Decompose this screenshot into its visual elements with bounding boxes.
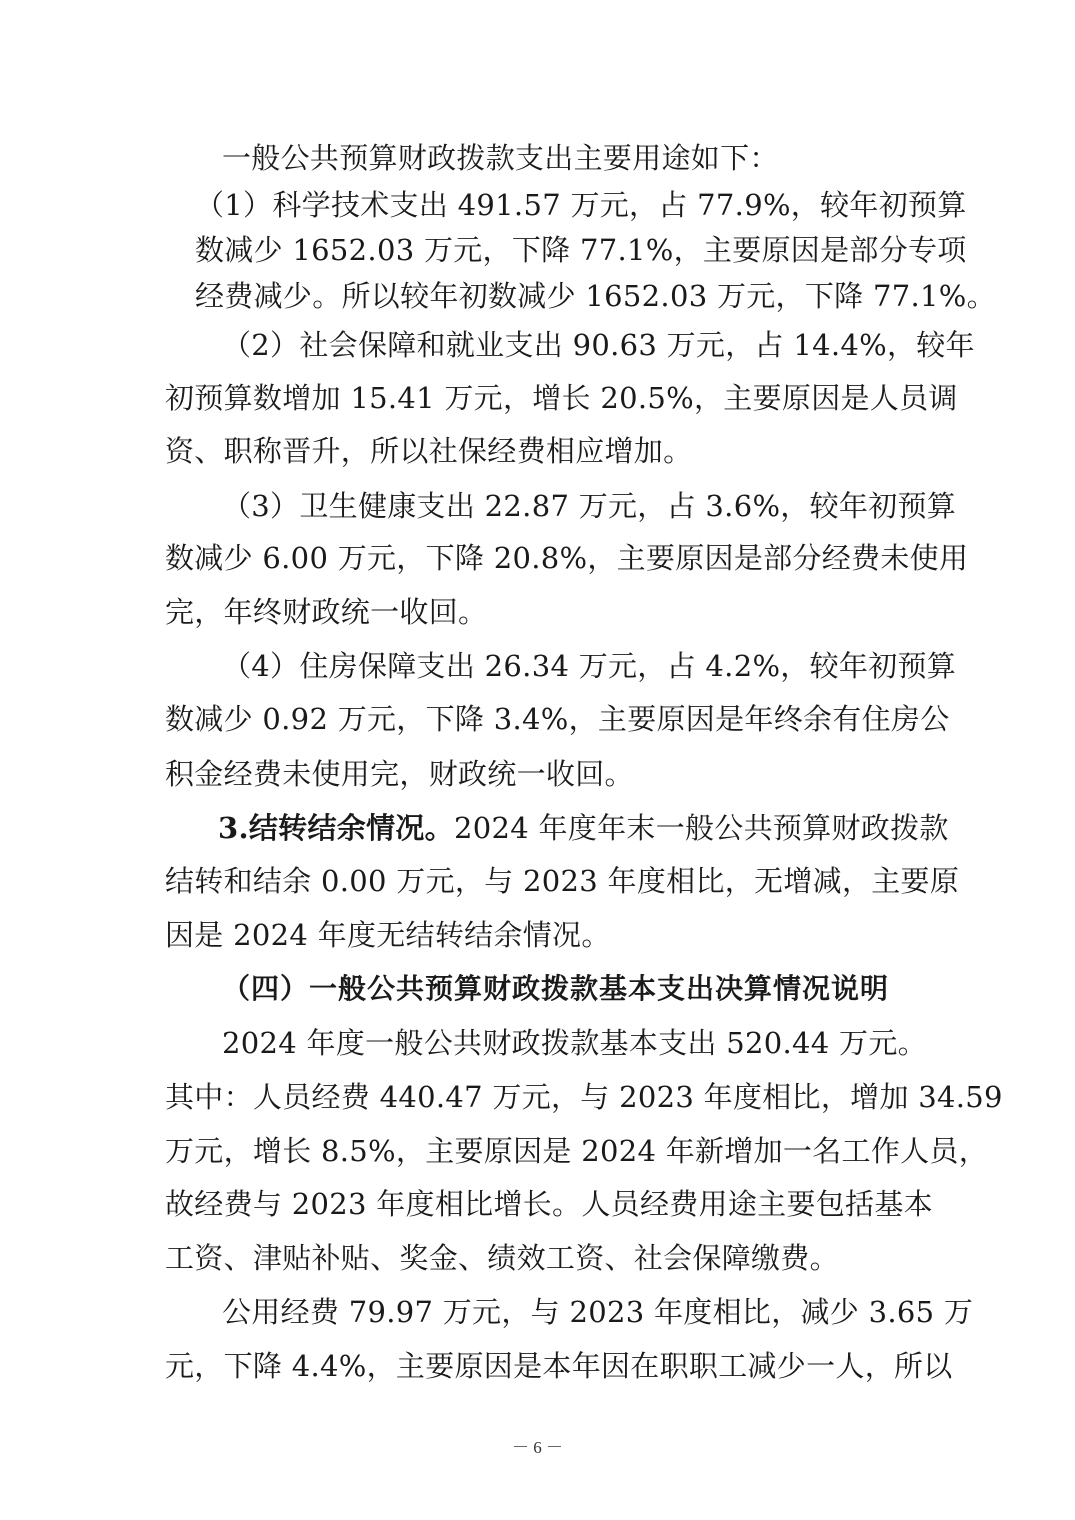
section-3-heading: 3.结转结余情况。 xyxy=(218,811,454,845)
paragraph-line: 数减少 1652.03 万元，下降 77.1%，主要原因是部分专项 xyxy=(195,233,967,267)
paragraph-line: 积金经费未使用完，财政统一收回。 xyxy=(165,757,634,791)
section-3-text: 2024 年度年末一般公共预算财政拨款 xyxy=(453,811,949,845)
section-3-line xyxy=(218,810,949,846)
paragraph-line: 元，下降 4.4%，主要原因是本年因在职职工减少一人，所以 xyxy=(165,1349,953,1383)
paragraph-line: （1）科学技术支出 491.57 万元，占 77.9%，较年初预算 xyxy=(195,188,967,222)
paragraph-line: 完，年终财政统一收回。 xyxy=(165,595,488,629)
paragraph-line: 结转和结余 0.00 万元，与 2023 年度相比，无增减，主要原 xyxy=(165,864,960,898)
paragraph-line: 一般公共预算财政拨款支出主要用途如下： xyxy=(222,141,779,175)
paragraph-line: 因是 2024 年度无结转结余情况。 xyxy=(165,918,611,952)
paragraph-line: 资、职称晋升，所以社保经费相应增加。 xyxy=(165,434,693,468)
paragraph-line: （4）住房保障支出 26.34 万元，占 4.2%，较年初预算 xyxy=(222,649,957,683)
paragraph-line: 初预算数增加 15.41 万元，增长 20.5%，主要原因是人员调 xyxy=(165,381,958,415)
paragraph-line: 故经费与 2023 年度相比增长。人员经费用途主要包括基本 xyxy=(165,1187,933,1221)
paragraph-line: 万元，增长 8.5%，主要原因是 2024 年新增加一名工作人员， xyxy=(165,1134,989,1168)
paragraph-line: 数减少 6.00 万元，下降 20.8%，主要原因是部分经费未使用 xyxy=(165,541,969,575)
paragraph-line: 经费减少。所以较年初数减少 1652.03 万元，下降 77.1%。 xyxy=(195,279,996,313)
paragraph-line: 公用经费 79.97 万元，与 2023 年度相比，减少 3.65 万 xyxy=(222,1295,974,1329)
paragraph-line: 数减少 0.92 万元，下降 3.4%，主要原因是年终余有住房公 xyxy=(165,702,950,736)
paragraph-line: （2）社会保障和就业支出 90.63 万元，占 14.4%，较年 xyxy=(222,328,975,362)
paragraph-line: （3）卫生健康支出 22.87 万元，占 3.6%，较年初预算 xyxy=(222,489,957,523)
paragraph-line: 其中：人员经费 440.47 万元，与 2023 年度相比，增加 34.59 xyxy=(165,1080,1003,1114)
paragraph-line: 工资、津贴补贴、奖金、绩效工资、社会保障缴费。 xyxy=(165,1241,839,1275)
section-4-heading: （四）一般公共预算财政拨款基本支出决算情况说明 xyxy=(222,972,890,1005)
page-number: － 6 － xyxy=(512,1438,563,1457)
paragraph-line: 2024 年度一般公共财政拨款基本支出 520.44 万元。 xyxy=(222,1026,927,1060)
